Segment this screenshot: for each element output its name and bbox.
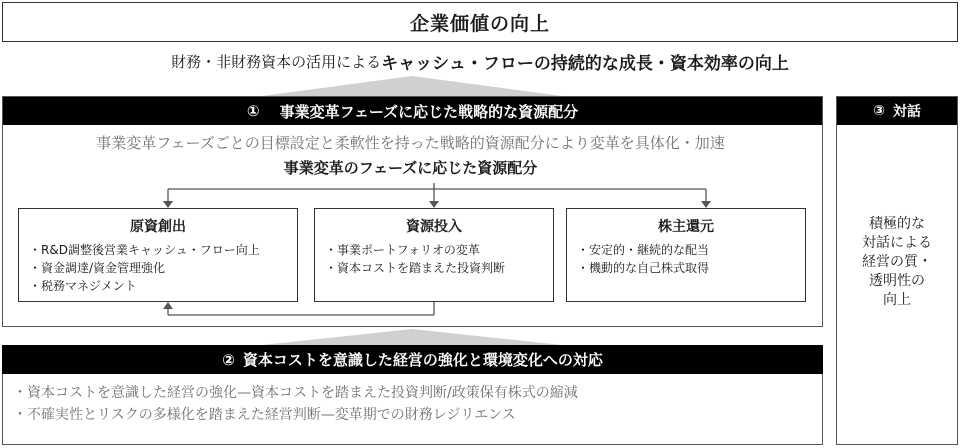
- section3-line: 向上: [883, 292, 911, 308]
- list-item: ・ R&D調整後営業キャッシュ・フロー向上: [29, 241, 297, 259]
- section3-line: 積極的な: [869, 216, 925, 232]
- list-item: ・ 機動的な自己株式取得: [577, 259, 805, 277]
- section-cost-of-capital: [2, 374, 823, 445]
- box-title: 原資創出: [130, 219, 186, 235]
- list-item: ・ 資金調達/資金管理強化: [29, 259, 297, 277]
- page-title-text: 企業価値の向上: [409, 12, 550, 35]
- box-resource-investment: [314, 208, 554, 302]
- section3-title: 対話: [892, 104, 921, 120]
- section1-title: 事業変革フェーズに応じた戦略的な資源配分: [279, 102, 579, 121]
- box-shareholder-return: [566, 208, 806, 302]
- section1-subheading: 事業変革のフェーズに応じた資源配分: [283, 159, 538, 177]
- box-fund-generation: [18, 208, 298, 302]
- section3-body: [837, 215, 957, 310]
- section3-number: ③: [873, 103, 885, 119]
- section-dialogue: [836, 96, 958, 445]
- section2-header-bar: [2, 345, 823, 374]
- page-title: [2, 2, 958, 42]
- section3-line: 対話による: [862, 235, 932, 251]
- section2-number: ②: [222, 350, 235, 369]
- section1-description: 事業変革フェーズごとの目標設定と柔軟性を持った戦略的資源配分により変革を具体化・加速: [96, 134, 725, 152]
- section1-header-bar: [3, 97, 822, 125]
- section3-line: 経営の質・: [862, 254, 932, 270]
- upward-triangle-bottom: [262, 329, 562, 345]
- list-item: ・ 事業ポートフォリオの変革: [325, 241, 553, 259]
- subtitle-bold: キャッシュ・フローの持続的な成長・資本効率の向上: [381, 53, 789, 74]
- section1-number: ①: [246, 102, 260, 120]
- list-item: ・ 不確実性とリスクの多様化を踏まえた経営判断—変革期での財務レジリエンス: [13, 404, 822, 426]
- section3-header-bar: [837, 97, 957, 125]
- list-item: ・ 資本コストを意識した経営の強化—資本コストを踏まえた投資判断/政策保有株式の縮減: [13, 382, 822, 404]
- subtitle-normal: 財務・非財務資本の活用による: [171, 52, 382, 71]
- box-title: 株主還元: [658, 219, 714, 235]
- section2-title: 資本コストを意識した経営の強化と環境変化への対応: [242, 351, 603, 369]
- list-item: ・ 安定的・継続的な配当: [577, 241, 805, 259]
- list-item: ・ 税務マネジメント: [29, 277, 297, 295]
- list-item: ・ 資本コストを踏まえた投資判断: [325, 259, 553, 277]
- upward-triangle-top: [262, 76, 562, 96]
- box-title: 資源投入: [406, 219, 462, 235]
- subtitle: [0, 46, 960, 76]
- section3-line: 透明性の: [869, 273, 925, 289]
